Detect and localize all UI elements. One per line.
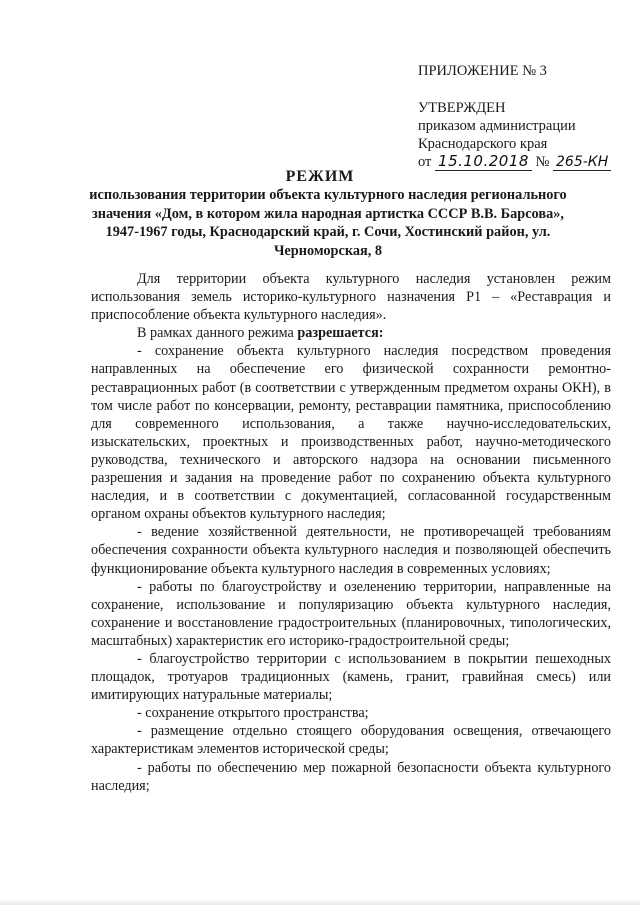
list-item: - работы по обеспечению мер пожарной безопасности объекта культурного наследия; (91, 759, 611, 794)
document-subtitle: использования территории объекта культурного наследия регионального значения «Дом, в котором жила народная артистка СССР В.В. Барсова», 1947-1967 годы, Краснодарский край, г. Сочи, Хостинский район, ул. Черноморская, 8 (89, 187, 567, 259)
allowed-heading (91, 324, 611, 342)
date-prefix: от (418, 154, 432, 170)
order-line-2: Краснодарского края (418, 136, 548, 152)
allowed-lead: В рамках данного режима (137, 325, 298, 342)
list-item: - размещение отдельно стоящего оборудования освещения, отвечающего характеристикам элементов исторической среды; (91, 723, 611, 758)
allowed-bold: разрешается: (297, 325, 384, 342)
order-line-1: приказом администрации (418, 118, 576, 134)
document-body (91, 270, 611, 795)
number-prefix: № (535, 154, 550, 170)
list-item: - работы по благоустройству и озеленению территории, направленные на сохранение, использование и популяризацию объекта культурного наследия, сохранение и восстановление градостроительных (планировочных, типологических, масштабных) характеристик его историко-градостроительной среды; (91, 578, 611, 649)
document-title: РЕЖИМ (285, 168, 355, 185)
list-item: - благоустройство территории с использованием в покрытии пешеходных площадок, тротуаров традиционных (камень, гранит, гравийная смесь) или имитирующих натуральные материалы; (91, 650, 611, 704)
approved-label: УТВЕРЖДЕН (418, 100, 506, 116)
list-item: - ведение хозяйственной деятельности, не противоречащей требованиям обеспечения сохранности объекта культурного наследия и позволяющей обеспечить функционирование объекта культурного наследия в современных условиях; (91, 524, 611, 577)
list-item: - сохранение объекта культурного наследия посредством проведения направленных на обеспечение его физической сохранности ремонтно-реставрационных работ (в соответствии с утвержденным предметом охраны ОКН), в том числе работ по консервации, ремонту, реставрации памятника, приспособлению для современного использования, а также научно-исследовательских, изыскательских, проектных и производственных работ, научно-методического руководства, технического и авторского надзора на основании письменного разрешения и задания на проведение работ по сохранению объекта культурного наследия, и в соответствии с документацией, согласованной государственным органом охраны объектов культурного наследия; (91, 343, 611, 523)
intro-paragraph: Для территории объекта культурного наследия установлен режим использования земель историко-культурного назначения Р1 – «Реставрация и приспособление объекта культурного наследия». (91, 271, 611, 324)
handwritten-date: 15.10.2018 (435, 152, 532, 171)
appendix-number: ПРИЛОЖЕНИЕ № 3 (418, 63, 547, 79)
handwritten-order-number: 265-КН (553, 154, 611, 171)
scan-edge (0, 899, 640, 905)
list-item: - сохранение открытого пространства; (137, 705, 369, 722)
